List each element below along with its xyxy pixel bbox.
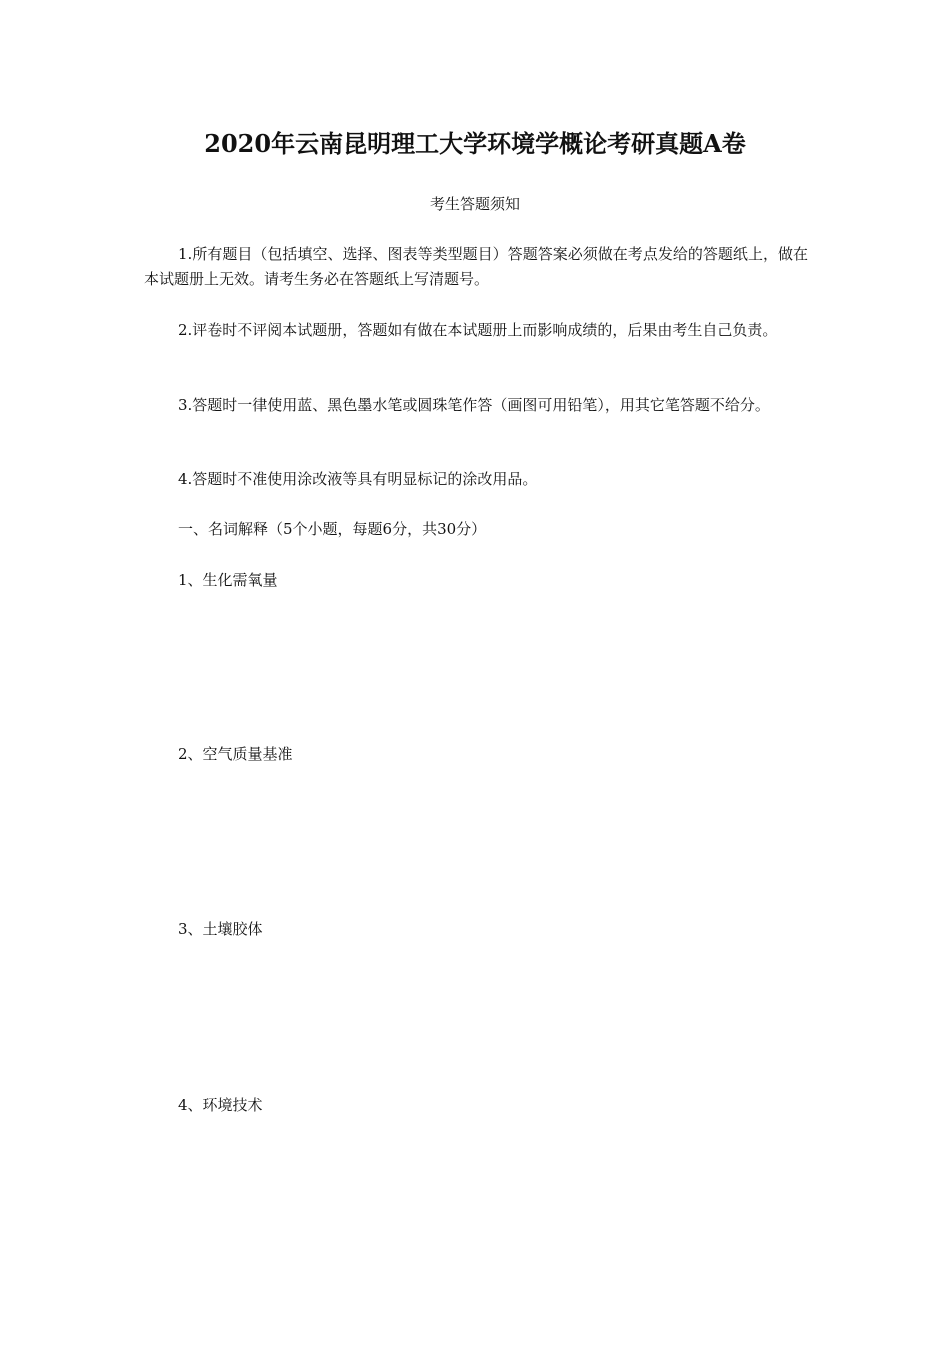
section-heading: 一、名词解释（5个小题，每题6分，共30分） <box>178 520 487 538</box>
instruction-2: 2.评卷时不评阅本试题册，答题如有做在本试题册上而影响成绩的，后果由考生自己负责。 <box>178 321 778 339</box>
instructions-heading: 考生答题须知 <box>429 195 520 213</box>
question-3: 3、土壤胶体 <box>178 920 263 938</box>
document-title: 2020年云南昆明理工大学环境学概论考研真题A卷 <box>204 129 746 158</box>
question-1: 1、生化需氧量 <box>178 571 278 589</box>
instruction-3: 3.答题时一律使用蓝、黑色墨水笔或圆珠笔作答（画图可用铅笔），用其它笔答题不给分。 <box>178 396 770 414</box>
question-4: 4、环境技术 <box>178 1096 263 1114</box>
question-2: 2、空气质量基准 <box>178 745 293 763</box>
instruction-1: 1.所有题目（包括填空、选择、图表等类型题目）答题答案必须做在考点发给的答题纸上，做在本试题册上无效。请考生务必在答题纸上写清题号。 <box>144 245 808 288</box>
instruction-4: 4.答题时不准使用涂改液等具有明显标记的涂改用品。 <box>178 470 538 488</box>
